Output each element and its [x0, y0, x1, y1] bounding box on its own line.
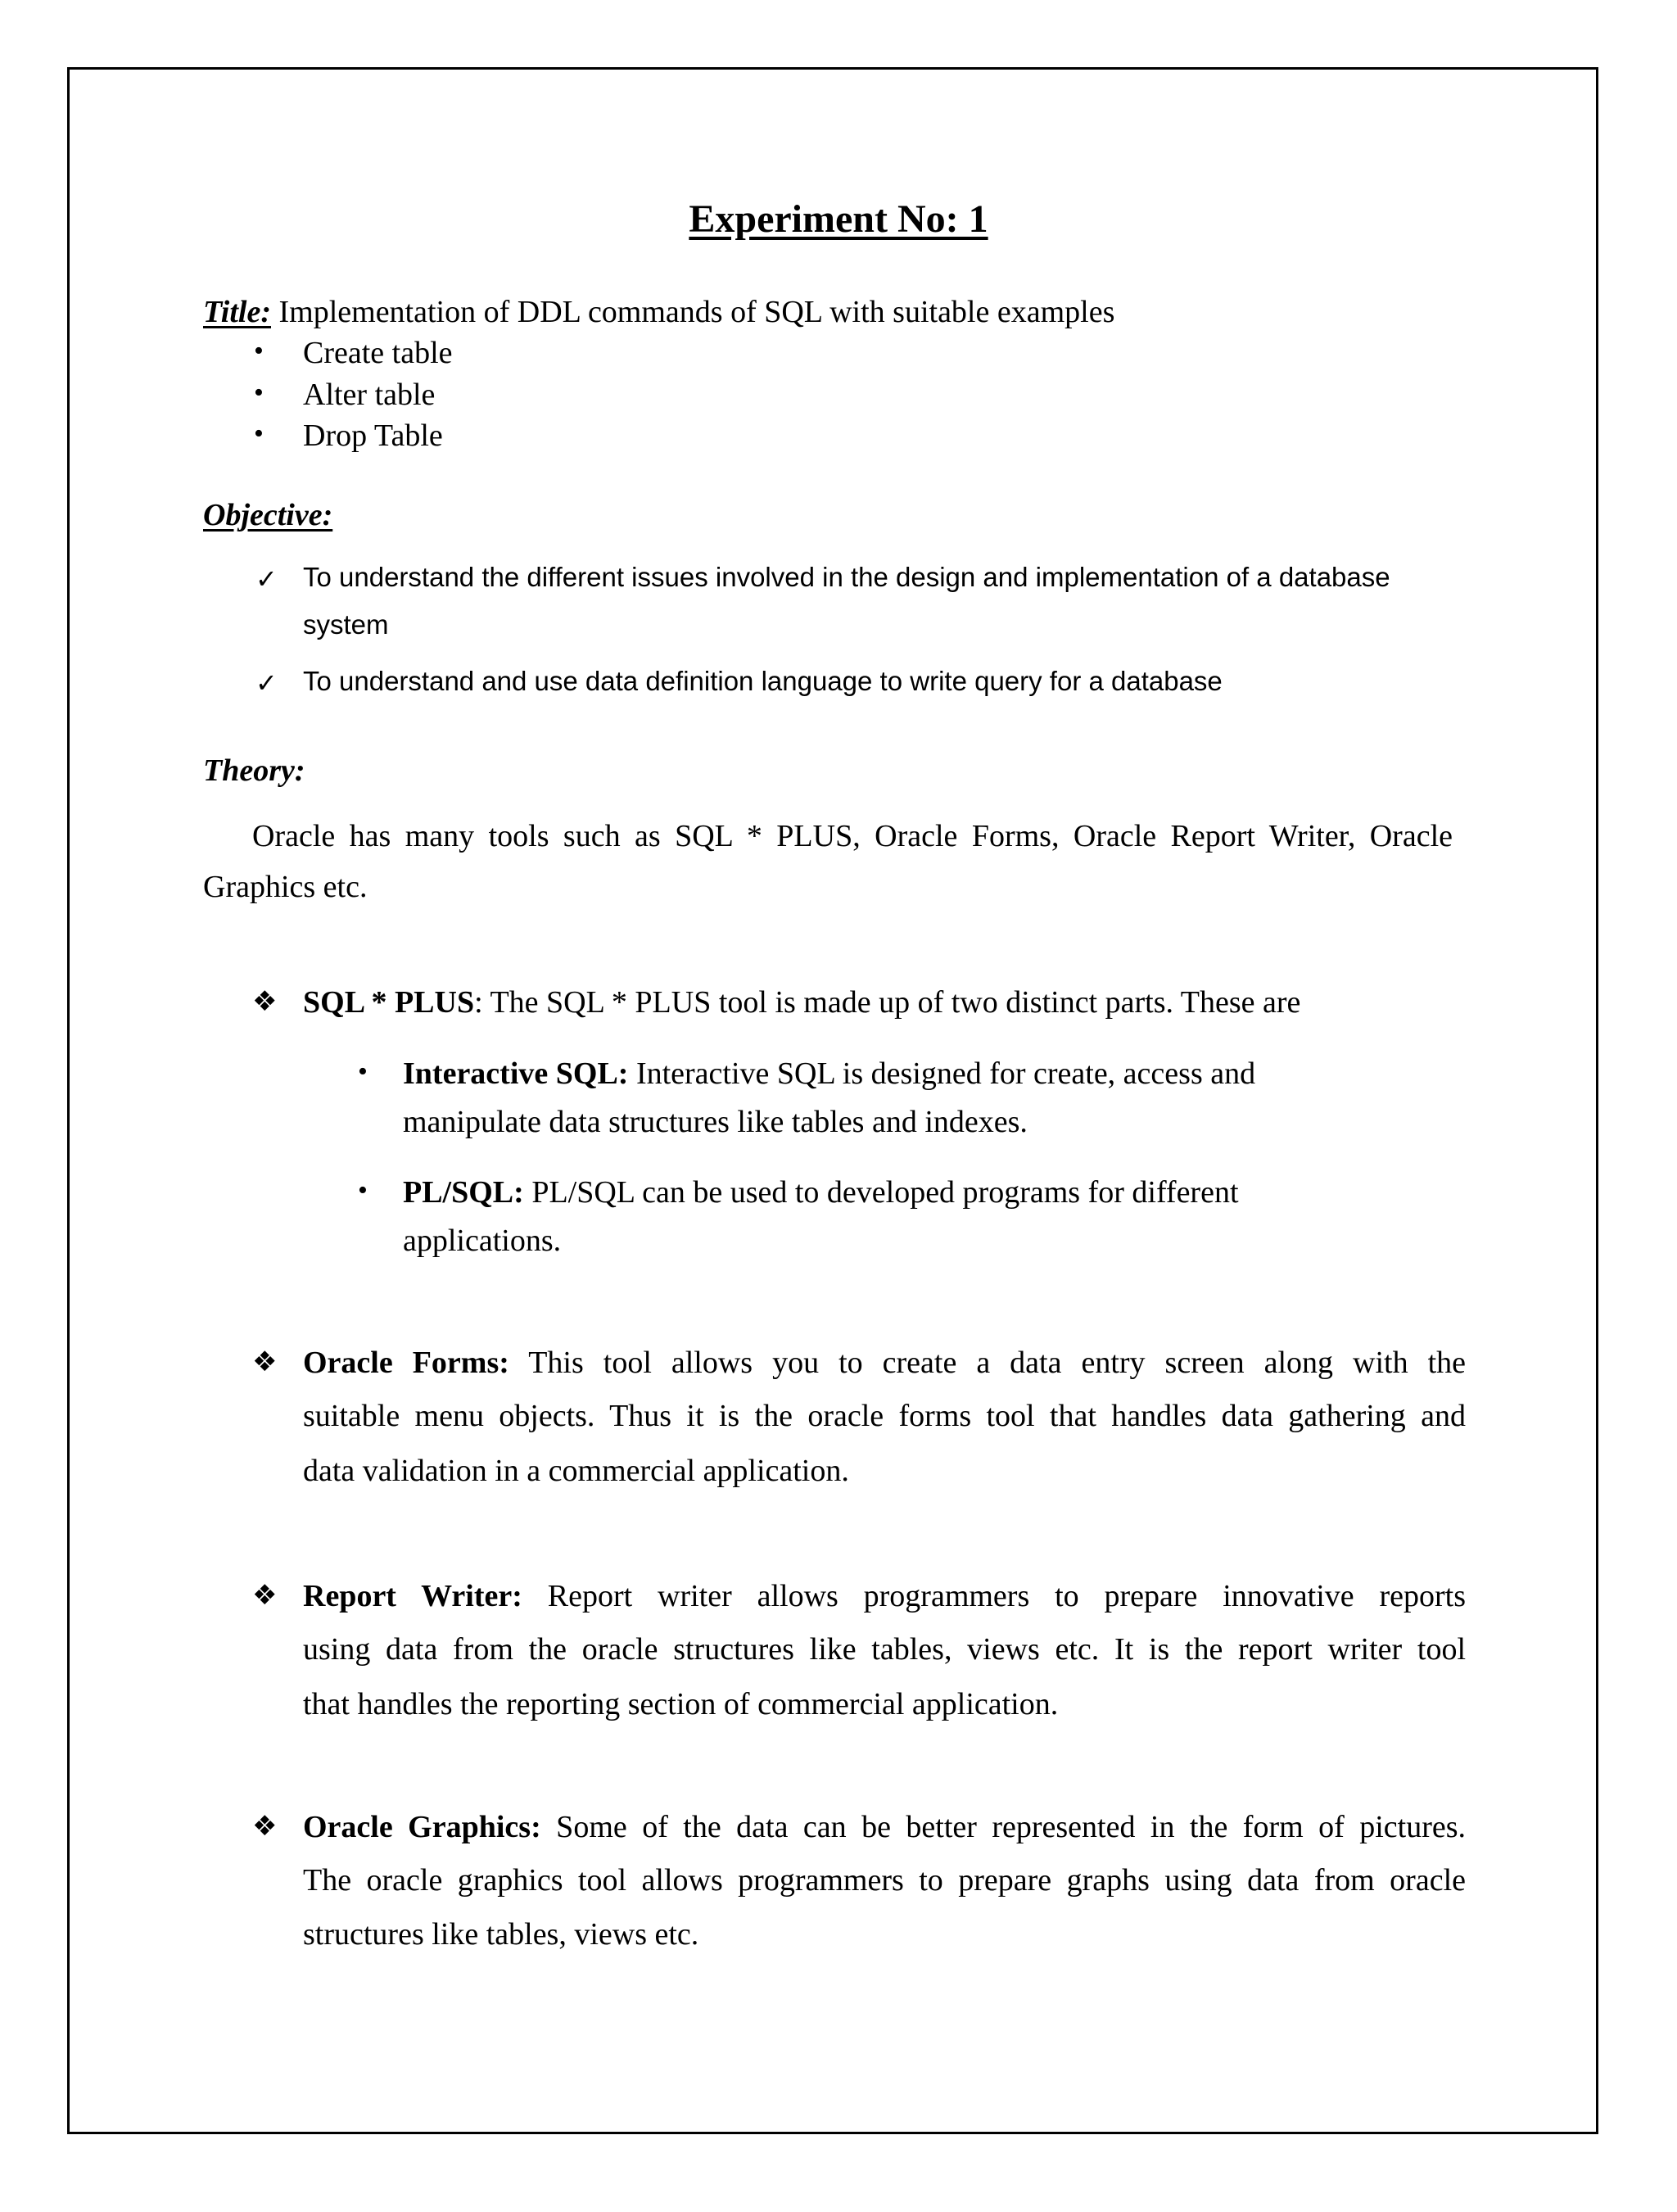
- bullet-icon: •: [254, 336, 264, 366]
- sqlplus-part: [403, 1058, 1255, 1089]
- sqlplus-item: [303, 987, 1300, 1018]
- theory-paragraph-cont: Graphics etc.: [203, 870, 368, 904]
- sqlplus-part-cont: applications.: [403, 1224, 562, 1258]
- plsql-label: PL/SQL:: [403, 1175, 524, 1210]
- objective-heading: Objective:: [203, 498, 333, 532]
- check-icon: ✓: [255, 563, 278, 595]
- graphics-text: Some of the data can be better represented in the form of pictures.: [540, 1810, 1467, 1844]
- title-item: Create table: [303, 336, 453, 370]
- bullet-icon: •: [358, 1175, 368, 1206]
- page-title: Experiment No: 1: [689, 197, 988, 241]
- title-line: [203, 296, 1114, 328]
- title-item: Drop Table: [303, 418, 443, 453]
- graphics-label: Oracle Graphics:: [303, 1810, 541, 1844]
- bullet-icon: •: [254, 418, 264, 449]
- objective-item: To understand the different issues involved in the design and implementation of a database: [303, 562, 1390, 592]
- forms-label: Oracle Forms:: [303, 1346, 509, 1380]
- title-label: Title:: [203, 295, 271, 329]
- sqlplus-text: : The SQL * PLUS tool is made up of two distinct parts. These are: [474, 985, 1301, 1020]
- sqlplus-label: SQL * PLUS: [303, 985, 475, 1020]
- graphics-text-cont: The oracle graphics tool allows programmers to prepare graphs using data from oracle: [303, 1863, 1466, 1898]
- report-text-cont: that handles the reporting section of commercial application.: [303, 1687, 1059, 1721]
- report-text: Report writer allows programmers to prepare innovative reports: [522, 1579, 1466, 1613]
- interactive-sql-label: Interactive SQL:: [403, 1056, 629, 1091]
- bullet-icon: •: [254, 378, 264, 408]
- sqlplus-part: [403, 1177, 1239, 1208]
- diamond-bullet-icon: ❖: [252, 1346, 278, 1378]
- theory-paragraph: Oracle has many tools such as SQL * PLUS, Oracle Forms, Oracle Report Writer, Oracle: [252, 819, 1453, 853]
- diamond-bullet-icon: ❖: [252, 1810, 278, 1843]
- graphics-text-cont: structures like tables, views etc.: [303, 1917, 699, 1952]
- forms-item: [303, 1347, 1466, 1378]
- objective-item-cont: system: [303, 609, 389, 640]
- check-icon: ✓: [255, 667, 278, 699]
- report-item: [303, 1581, 1466, 1612]
- diamond-bullet-icon: ❖: [252, 985, 278, 1018]
- graphics-item: [303, 1812, 1466, 1843]
- title-text: Implementation of DDL commands of SQL with suitable examples: [271, 295, 1115, 329]
- bullet-icon: •: [358, 1056, 368, 1087]
- forms-text: This tool allows you to create a data entry screen along with the: [509, 1346, 1466, 1380]
- sqlplus-part-cont: manipulate data structures like tables and indexes.: [403, 1105, 1028, 1139]
- diamond-bullet-icon: ❖: [252, 1579, 278, 1612]
- report-label: Report Writer:: [303, 1579, 522, 1613]
- forms-text-cont: data validation in a commercial application.: [303, 1454, 849, 1488]
- title-item: Alter table: [303, 378, 436, 412]
- theory-heading: Theory:: [203, 753, 305, 788]
- interactive-sql-text: Interactive SQL is designed for create, access and: [628, 1056, 1256, 1091]
- objective-item: To understand and use data definition language to write query for a database: [303, 666, 1223, 696]
- plsql-text: PL/SQL can be used to developed programs for different: [523, 1175, 1239, 1210]
- report-text-cont: using data from the oracle structures like tables, views etc. It is the report writer tool: [303, 1632, 1466, 1667]
- forms-text-cont: suitable menu objects. Thus it is the oracle forms tool that handles data gathering and: [303, 1399, 1466, 1433]
